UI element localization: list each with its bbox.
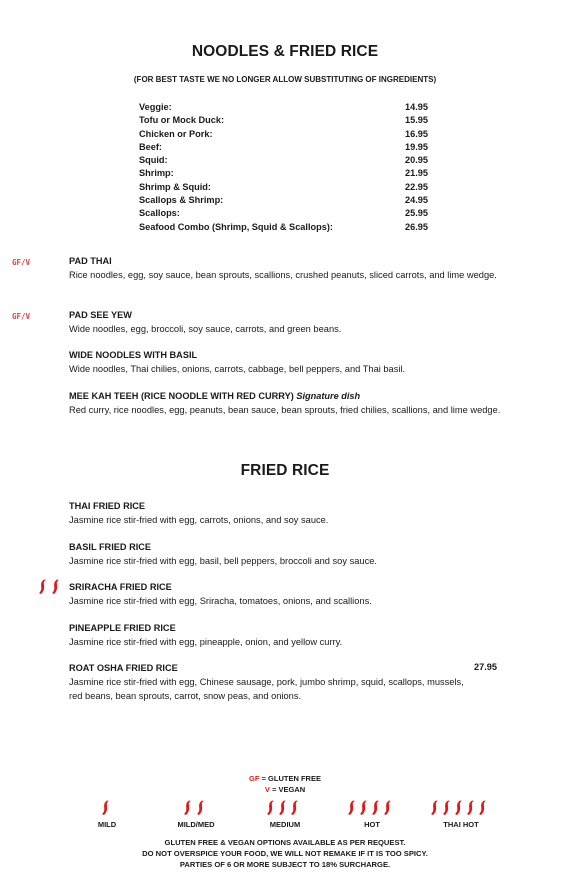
price-row: Shrimp & Squid: 22.95	[139, 181, 428, 192]
item-description: Jasmine rice stir-fried with egg, basil, bell peppers, broccoli and soy sauce.	[69, 556, 377, 567]
price-row: Chicken or Pork: 16.95	[139, 128, 428, 139]
item-description: Rice noodles, egg, soy sauce, bean sprouts, scallions, crushed peanuts, sliced carrots, and lime wedge.	[69, 270, 497, 281]
legend-gluten-free: GF = GLUTEN FREE	[249, 774, 321, 783]
item-name: SRIRACHA FRIED RICE	[69, 582, 172, 592]
spice-level-mild	[85, 800, 129, 829]
item-name: PINEAPPLE FRIED RICE	[69, 623, 176, 633]
chili-pepper-icon	[182, 800, 210, 816]
substitution-note: (FOR BEST TASTE WE NO LONGER ALLOW SUBSTITUTING OF INGREDIENTS)	[133, 75, 437, 84]
footer-line: DO NOT OVERSPICE YOUR FOOD, WE WILL NOT REMAKE IF IT IS TOO SPICY.	[142, 849, 428, 858]
price-list	[139, 101, 439, 234]
chili-pepper-icon	[265, 800, 305, 816]
menu-item-roat-osha-fried-rice	[69, 662, 474, 703]
price-row: Beef: 19.95	[139, 141, 428, 152]
item-description: Red curry, rice noodles, egg, peanuts, bean sauce, bean sprouts, fried chilies, scallions, and lime wedge.	[69, 405, 501, 416]
price-row: Scallops: 25.95	[139, 208, 428, 219]
price-row: Shrimp: 21.95	[139, 168, 428, 179]
menu-item-mee-kah-teeh	[69, 390, 514, 418]
item-description: Jasmine rice stir-fried with egg, Sriracha, tomatoes, onions, and scallions.	[69, 596, 372, 607]
footer-line: PARTIES OF 6 OR MORE SUBJECT TO 18% SURCHARGE.	[179, 860, 391, 869]
price-row: Seafood Combo (Shrimp, Squid & Scallops): 26.95	[139, 221, 428, 232]
menu-item-thai-fried-rice	[69, 500, 514, 528]
menu-item-pad-see-yew	[69, 309, 514, 337]
spice-level-label: MILD/MED	[177, 820, 215, 829]
menu-item-pineapple-fried-rice	[69, 622, 514, 650]
footer-notes	[0, 837, 570, 870]
legend-vegan: V = VEGAN	[264, 785, 306, 794]
gf-v-tag: GF/V	[12, 258, 31, 267]
footer-line: GLUTEN FREE & VEGAN OPTIONS AVAILABLE AS PER REQUEST.	[164, 838, 406, 847]
item-name: PAD THAI	[69, 256, 112, 266]
spice-level-label: MILD	[97, 820, 117, 829]
item-description: Wide noodles, Thai chilies, onions, carrots, cabbage, bell peppers, and Thai basil.	[69, 364, 406, 375]
price-row: Squid: 20.95	[139, 155, 428, 166]
gf-v-tag: GF/V	[12, 312, 31, 321]
menu-item-wide-noodles-basil	[69, 349, 514, 377]
price-row: Tofu or Mock Duck: 15.95	[139, 115, 428, 126]
chili-pepper-icon	[37, 579, 65, 595]
chili-pepper-icon	[429, 800, 493, 816]
menu-item-sriracha-fried-rice	[69, 581, 514, 609]
fried-rice-section-title: FRIED RICE	[240, 462, 330, 479]
spice-level-thai-hot	[428, 800, 494, 829]
chili-pepper-icon	[100, 800, 114, 816]
noodles-section-title: NOODLES & FRIED RICE	[191, 43, 379, 60]
item-description: Jasmine rice stir-fried with egg, pineapple, onion, and yellow curry.	[69, 637, 343, 648]
signature-label: Signature dish	[296, 391, 361, 401]
menu-item-basil-fried-rice	[69, 541, 514, 569]
spice-level-medium	[260, 800, 310, 829]
item-name: ROAT OSHA FRIED RICE	[69, 663, 178, 673]
item-name: WIDE NOODLES WITH BASIL	[69, 350, 198, 360]
chili-pepper-icon	[346, 800, 398, 816]
item-name: MEE KAH TEEH (RICE NOODLE WITH RED CURRY)	[69, 391, 294, 401]
price-row: Veggie: 14.95	[139, 102, 428, 112]
item-description: Wide noodles, egg, broccoli, soy sauce, carrots, and green beans.	[69, 324, 342, 335]
item-name: PAD SEE YEW	[69, 310, 132, 320]
spice-level-hot	[344, 800, 400, 829]
item-description: Jasmine rice stir-fried with egg, Chinese sausage, pork, jumbo shrimp, squid, scallops, mussels, red beans, bean sprouts, carrot, snow peas, and onions.	[69, 677, 464, 701]
spice-level-label: MEDIUM	[269, 820, 301, 829]
item-name: BASIL FRIED RICE	[69, 542, 152, 552]
menu-item-pad-thai	[69, 255, 514, 283]
spice-level-mild-med	[166, 800, 226, 829]
spice-level-label: THAI HOT	[443, 820, 479, 829]
price-row: Scallops & Shrimp: 24.95	[139, 195, 428, 206]
spice-level-label: HOT	[364, 820, 380, 829]
item-name: THAI FRIED RICE	[69, 501, 146, 511]
item-price: 27.95	[474, 662, 497, 672]
item-description: Jasmine rice stir-fried with egg, carrots, onions, and soy sauce.	[69, 515, 329, 526]
